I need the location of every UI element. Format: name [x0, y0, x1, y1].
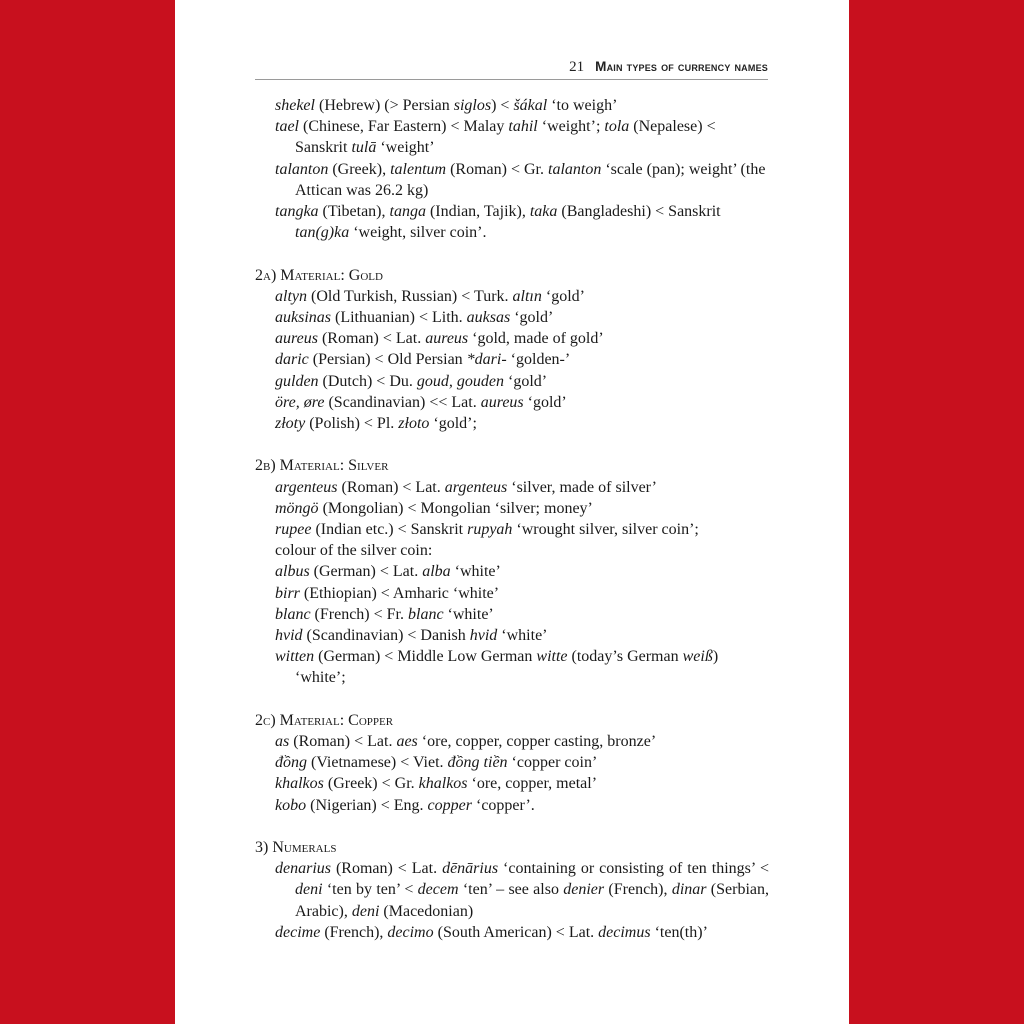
entry-text: ‘gold’ [523, 393, 567, 411]
entry-text: ‘white’ [497, 627, 548, 645]
entry-text: ‘gold, made of gold’ [468, 330, 604, 348]
term-italic: decimo [387, 923, 434, 941]
entry-text: ‘silver, made of silver’ [507, 478, 657, 496]
term-italic: siglos [453, 97, 492, 114]
entry-text: (Macedonian) [379, 902, 474, 920]
glossary-entry [275, 540, 769, 561]
entry-text: colour of the silver coin: [275, 542, 433, 560]
term-italic: auksinas [275, 309, 331, 327]
term-italic: shekel [275, 97, 315, 114]
term-italic: złoty [275, 415, 306, 433]
entry-text: (German) < Lat. [309, 563, 423, 581]
entry-text: ‘golden-’ [506, 351, 571, 369]
term-italic: altyn [275, 287, 307, 305]
entry-text: (South American) < Lat. [433, 923, 599, 941]
glossary-entry [275, 519, 769, 540]
term-italic: tael [275, 118, 299, 136]
entry-text: ‘wrought silver, silver coin’; [512, 521, 699, 539]
term-italic: deni [351, 902, 380, 920]
entry-text: ‘scale (pan); weight’ (the Attican was 26.2 kg) [295, 160, 766, 199]
term-italic: kobo [275, 796, 307, 814]
glossary-entry [275, 498, 769, 519]
entry-text: (Hebrew) (> Persian [314, 97, 454, 114]
entry-text: ‘ore, copper, metal’ [467, 775, 598, 793]
page-number: 21 [569, 59, 585, 75]
entry-text: (Tibetan), [318, 203, 390, 221]
glossary-entry [275, 307, 769, 328]
term-italic: daric [275, 351, 309, 369]
term-italic: tahil [508, 118, 538, 136]
glossary-entry [275, 349, 769, 370]
glossary-entry [275, 583, 769, 604]
glossary-entry [275, 922, 769, 943]
entry-text: ‘containing or consisting of ten things’ < [498, 860, 770, 878]
term-italic: złoto [398, 415, 430, 433]
term-italic: altın [512, 287, 542, 305]
section [255, 710, 769, 816]
entry-text: ‘ore, copper, copper casting, bronze’ [417, 733, 657, 751]
entry-text: (French), [604, 881, 672, 899]
glossary-entry [275, 116, 769, 158]
entry-text: ‘white’ [450, 563, 501, 581]
entry-text: ‘weight, silver coin’. [349, 224, 487, 242]
entry-text: ‘copper’. [471, 796, 535, 814]
entry-text: (Lithuanian) < Lith. [331, 309, 467, 327]
glossary-entry [275, 773, 769, 794]
term-italic: decem [417, 881, 459, 899]
section [255, 265, 769, 435]
term-italic: alba [422, 563, 451, 581]
term-italic: aureus [480, 393, 524, 411]
entry-text: (Indian, Tajik), [425, 203, 530, 221]
term-italic: šákal [513, 97, 548, 114]
entry-text: ‘white’ [443, 605, 494, 623]
term-italic: dēnārius [442, 860, 499, 878]
entry-text: (Indian etc.) < Sanskrit [311, 521, 468, 539]
term-italic: auksas [466, 309, 511, 327]
running-header [255, 58, 768, 80]
glossary-entry [275, 795, 769, 816]
term-italic: weiß [682, 648, 713, 666]
entry-text: ‘ten by ten’ < [322, 881, 418, 899]
entry-text: ‘weight’; [537, 118, 605, 136]
term-italic: rupee [275, 521, 312, 539]
section [255, 95, 769, 243]
glossary-entry [275, 413, 769, 434]
glossary-entry [275, 477, 769, 498]
entry-text: ‘weight’ [376, 139, 435, 157]
entry-text: (Nigerian) < Eng. [306, 796, 428, 814]
entry-text: (Roman) < Lat. [289, 733, 397, 751]
term-italic: khalkos [275, 775, 324, 793]
entry-text: (Serbian, Arabic), [295, 881, 770, 920]
entry-text: (Chinese, Far Eastern) < Malay [299, 118, 509, 136]
entry-text: (Dutch) < Du. [318, 372, 417, 390]
term-italic: dinar [671, 881, 707, 899]
term-italic: copper [427, 796, 472, 814]
term-italic: talanton [548, 160, 602, 178]
entry-text: (Scandinavian) << Lat. [324, 393, 481, 411]
entry-text: (Scandinavian) < Danish [302, 627, 470, 645]
term-italic: talanton [275, 160, 329, 178]
glossary-entry [275, 159, 769, 201]
term-italic: goud, gouden [416, 372, 504, 390]
glossary-entry [275, 286, 769, 307]
glossary-entry [275, 604, 769, 625]
glossary-entry [275, 731, 769, 752]
running-title: Main types of currency names [595, 59, 768, 74]
entry-text: (Roman) < Lat. [331, 860, 443, 878]
term-italic: denier [563, 881, 605, 899]
term-italic: decime [275, 923, 321, 941]
glossary-entry [275, 201, 769, 243]
term-italic: öre, øre [275, 393, 325, 411]
entry-text: ‘gold’; [429, 415, 477, 433]
entry-text: (today’s German [567, 648, 683, 666]
term-italic: tanga [389, 203, 426, 221]
entry-text: (Roman) < Lat. [317, 330, 426, 348]
entry-text: (Bangladeshi) < Sanskrit [557, 203, 721, 221]
page-body [255, 95, 769, 964]
entry-text: ) ‘white’; [295, 648, 719, 687]
glossary-entry [275, 95, 769, 116]
term-italic: blanc [408, 605, 444, 623]
entry-text: (Roman) < Gr. [446, 160, 548, 178]
term-italic: tangka [275, 203, 319, 221]
glossary-entry [275, 392, 769, 413]
entry-text: ‘gold’ [504, 372, 548, 390]
glossary-entry [275, 561, 769, 582]
entry-text: ‘ten’ – see also [458, 881, 564, 899]
entry-text: (French), [320, 923, 388, 941]
entry-text: (Greek) < Gr. [323, 775, 419, 793]
term-italic: aureus [275, 330, 318, 348]
term-italic: denarius [275, 860, 331, 878]
term-italic: aureus [425, 330, 469, 348]
term-italic: talentum [390, 160, 447, 178]
term-italic: witten [275, 648, 315, 666]
entry-text: (Polish) < Pl. [305, 415, 399, 433]
glossary-entry [275, 752, 769, 773]
entry-text: ) < [491, 97, 514, 114]
term-italic: albus [275, 563, 310, 581]
entry-text: ‘gold’ [541, 287, 585, 305]
entry-text: (Persian) < Old Persian [308, 351, 467, 369]
glossary-entry [275, 858, 769, 922]
term-italic: tan(g)ka [295, 224, 350, 242]
term-italic: *dari- [466, 351, 507, 369]
term-italic: birr [275, 584, 300, 602]
glossary-entry [275, 625, 769, 646]
term-italic: möngö [275, 499, 319, 517]
book-page [175, 0, 849, 1024]
term-italic: decimus [598, 923, 651, 941]
term-italic: taka [529, 203, 558, 221]
entry-text: (Vietnamese) < Viet. [307, 754, 448, 772]
term-italic: tola [604, 118, 630, 136]
term-italic: hvid [469, 627, 498, 645]
section [255, 837, 769, 943]
glossary-entry [275, 646, 769, 688]
section [255, 455, 769, 688]
entry-text: (Greek), [328, 160, 391, 178]
term-italic: blanc [275, 605, 311, 623]
entry-text: (German) < Middle Low German [314, 648, 537, 666]
entry-text: (Ethiopian) < Amharic ‘white’ [299, 584, 500, 602]
term-italic: deni [295, 881, 323, 899]
term-italic: witte [536, 648, 568, 666]
term-italic: argenteus [275, 478, 338, 496]
glossary-entry [275, 328, 769, 349]
term-italic: tulā [351, 139, 377, 157]
entry-text: ‘to weigh’ [547, 97, 618, 114]
entry-text: ‘gold’ [510, 309, 554, 327]
entry-text: ‘copper coin’ [507, 754, 598, 772]
glossary-entry [275, 371, 769, 392]
term-italic: hvid [275, 627, 303, 645]
term-italic: đồng [275, 754, 307, 772]
term-italic: argenteus [444, 478, 508, 496]
term-italic: gulden [275, 372, 319, 390]
section-heading: 2a) Material: Gold [255, 266, 383, 284]
section-heading: 3) Numerals [255, 839, 337, 857]
section-heading: 2c) Material: Copper [255, 711, 394, 729]
entry-text: (Old Turkish, Russian) < Turk. [307, 287, 513, 305]
term-italic: as [275, 733, 290, 751]
entry-text: ‘ten(th)’ [650, 923, 708, 941]
section-heading: 2b) Material: Silver [255, 457, 389, 475]
term-italic: đồng tiền [447, 754, 508, 772]
term-italic: khalkos [418, 775, 468, 793]
entry-text: (Mongolian) < Mongolian ‘silver; money’ [318, 499, 593, 517]
entry-text: (French) < Fr. [310, 605, 408, 623]
term-italic: rupyah [467, 521, 513, 539]
entry-text: (Nepalese) < Sanskrit [295, 118, 716, 157]
entry-text: (Roman) < Lat. [337, 478, 445, 496]
term-italic: aes [396, 733, 418, 751]
